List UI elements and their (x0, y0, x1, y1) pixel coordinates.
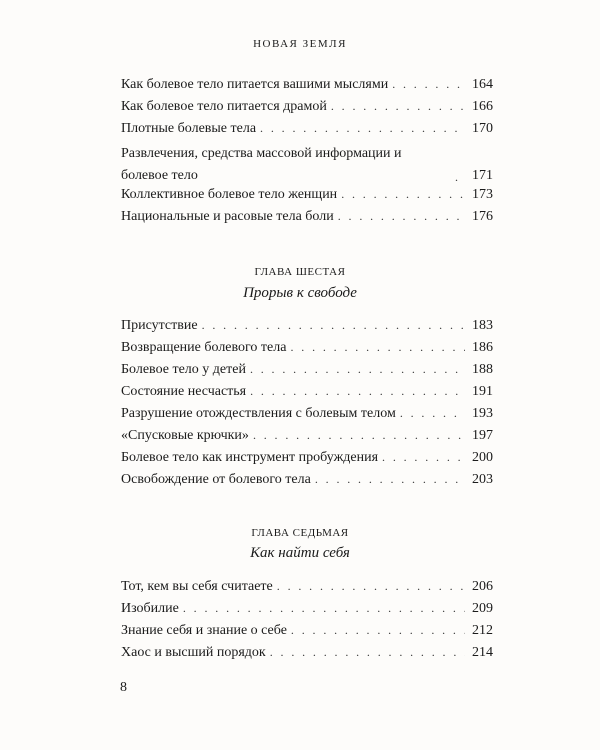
toc-entry-page: 171 (472, 168, 493, 183)
leader-dots (250, 362, 465, 377)
toc-entry-page: 166 (472, 99, 493, 114)
leader-dots (183, 601, 465, 616)
running-head: НОВАЯ ЗЕМЛЯ (253, 38, 347, 50)
toc-entry-title: Возвращение болевого тела (121, 340, 287, 355)
toc-entry[interactable] (121, 645, 493, 667)
leader-dots (331, 99, 465, 114)
leader-dots (338, 209, 465, 224)
toc-entry[interactable] (121, 187, 493, 209)
leader-dots (291, 623, 465, 638)
toc-entry[interactable] (121, 318, 493, 340)
toc-entry-page: 170 (472, 121, 493, 136)
toc-entry-page: 176 (472, 209, 493, 224)
leader-dots (290, 340, 465, 355)
toc-entry-title: Знание себя и знание о себе (121, 623, 287, 638)
toc-entry-title: Присутствие (121, 318, 198, 333)
toc-entry-title: Коллективное болевое тело женщин (121, 187, 338, 202)
toc-chapter-7 (121, 579, 493, 667)
toc-entry-page: 186 (472, 340, 493, 355)
leader-dots (202, 318, 465, 333)
toc-entry-page: 164 (472, 77, 493, 92)
toc-entry[interactable] (121, 209, 493, 231)
toc-entry[interactable] (121, 362, 493, 384)
toc-entry[interactable] (121, 428, 493, 450)
leader-dots (270, 645, 465, 660)
toc-entry[interactable] (121, 450, 493, 472)
chapter-label: ГЛАВА СЕДЬМАЯ (251, 527, 349, 539)
toc-entry-page: 214 (472, 645, 493, 660)
toc-entry-page: 212 (472, 623, 493, 638)
toc-entry[interactable] (121, 579, 493, 601)
toc-entry-title: Национальные и расовые тела боли (121, 209, 334, 224)
chapter-title: Как найти себя (250, 545, 350, 561)
toc-entry-page: 173 (472, 187, 493, 202)
toc-entry[interactable] (121, 121, 493, 143)
leader-dots (392, 77, 465, 92)
toc-entry-title: Освобождение от болевого тела (121, 472, 311, 487)
toc-entry[interactable] (121, 406, 493, 428)
toc-entry-page: 206 (472, 579, 493, 594)
leader-dots (341, 187, 465, 202)
leader-dots (277, 579, 465, 594)
toc-entry-page: 203 (472, 472, 493, 487)
toc-entry-title: Тот, кем вы себя считаете (121, 579, 273, 594)
toc-entry-title: Плотные болевые тела (121, 121, 257, 136)
toc-entry[interactable] (121, 77, 493, 99)
toc-entry-page: 209 (472, 601, 493, 616)
toc-entry-title: Изобилие (121, 601, 179, 616)
toc-entry-title: Болевое тело как инструмент пробуждения (121, 450, 379, 465)
leader-dots (260, 121, 465, 136)
toc-entry[interactable] (121, 340, 493, 362)
toc-entry-title: Болевое тело у детей (121, 362, 246, 377)
toc-entry-title: Разрушение отождествления с болевым телом (121, 406, 396, 421)
chapter-title: Прорыв к свободе (243, 285, 357, 301)
toc-entry-page: 188 (472, 362, 493, 377)
toc-entry[interactable] (121, 472, 493, 494)
chapter-label: ГЛАВА ШЕСТАЯ (254, 266, 346, 278)
page-number: 8 (120, 680, 127, 695)
leader-dots (382, 450, 465, 465)
toc-entry-title: Как болевое тело питается вашими мыслями (121, 77, 389, 92)
toc-entry-title: Хаос и высший порядок (121, 645, 266, 660)
toc-chapter-6 (121, 318, 493, 494)
toc-entry-page: 200 (472, 450, 493, 465)
leader-dots (455, 170, 465, 185)
leader-dots (400, 406, 465, 421)
toc-entry[interactable] (121, 601, 493, 623)
toc-entry[interactable] (121, 384, 493, 406)
leader-dots (253, 428, 465, 443)
toc-entry[interactable] (121, 623, 493, 645)
toc-entry-title: Развлечения, средства массовой информации и болевое тело (121, 146, 402, 183)
leader-dots (250, 384, 465, 399)
toc-entry-page: 193 (472, 406, 493, 421)
toc-entry-title: Состояние несчастья (121, 384, 247, 399)
toc-entry[interactable] (121, 143, 493, 187)
leader-dots (315, 472, 465, 487)
toc-entry-title: Как болевое тело питается драмой (121, 99, 327, 114)
toc-entry[interactable] (121, 99, 493, 121)
toc-entry-page: 183 (472, 318, 493, 333)
toc-entry-page: 197 (472, 428, 493, 443)
toc-section-continued (121, 77, 493, 231)
toc-entry-title: «Спусковые крючки» (121, 428, 249, 443)
toc-entry-page: 191 (472, 384, 493, 399)
